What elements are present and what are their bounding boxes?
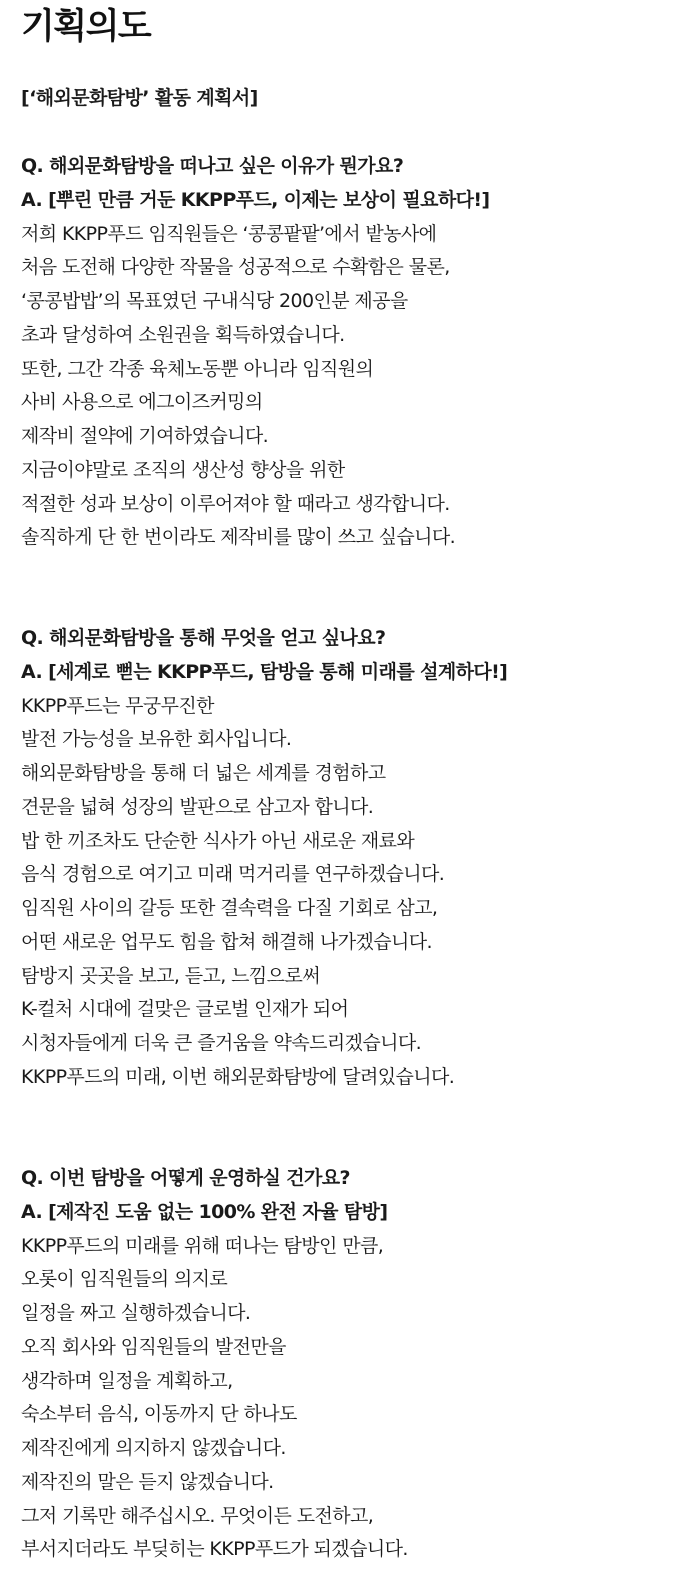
body-line: 어떤 새로운 업무도 힘을 합쳐 해결해 나가겠습니다. <box>21 930 432 953</box>
body-line: 견문을 넓혀 성장의 발판으로 삼고자 합니다. <box>21 795 374 818</box>
document-title: 기획의도 <box>21 7 151 47</box>
answer-heading: A. [뿌린 만큼 거둔 KKPP푸드, 이제는 보상이 필요하다!] <box>21 188 490 211</box>
body-line: 탐방지 곳곳을 보고, 듣고, 느낌으로써 <box>21 964 320 987</box>
body-line: 적절한 성과 보상이 이루어져야 할 때라고 생각합니다. <box>21 492 450 515</box>
body-line: 임직원 사이의 갈등 또한 결속력을 다질 기회로 삼고, <box>21 897 438 919</box>
qa-section-3 <box>21 1162 691 1567</box>
body-line: 오롯이 임직원들의 의지로 <box>21 1268 228 1291</box>
body-line: 처음 도전해 다양한 작물을 성공적으로 수확함은 물론, <box>21 256 450 279</box>
qa-section-2 <box>21 622 691 1095</box>
body-line: 오직 회사와 임직원들의 발전만을 <box>21 1335 286 1358</box>
answer-heading: A. [제작진 도움 없는 100% 완전 자율 탐방] <box>21 1200 388 1223</box>
answer-heading: A. [세계로 뻗는 KKPP푸드, 탐방을 통해 미래를 설계하다!] <box>21 660 508 683</box>
body-line: 생각하며 일정을 계획하고, <box>21 1369 233 1392</box>
body-line: 그저 기록만 해주십시오. 무엇이든 도전하고, <box>21 1504 374 1527</box>
question: Q. 이번 탐방을 어떻게 운영하실 건가요? <box>21 1167 350 1189</box>
body-line: 부서지더라도 부딪히는 KKPP푸드가 되겠습니다. <box>21 1538 408 1561</box>
body-line: 밥 한 끼조차도 단순한 식사가 아닌 새로운 재료와 <box>21 829 415 852</box>
body-line: 제작진에게 의지하지 않겠습니다. <box>21 1437 286 1459</box>
body-line: K-컬처 시대에 걸맞은 글로벌 인재가 되어 <box>21 998 349 1021</box>
body-line: 또한, 그간 각종 육체노동뿐 아니라 임직원의 <box>21 357 374 380</box>
body-line: ‘콩콩밥밥’의 목표였던 구내식당 200인분 제공을 <box>21 290 408 312</box>
body-line: 지금이야말로 조직의 생산성 향상을 위한 <box>21 458 345 481</box>
body-line: 저희 KKPP푸드 임직원들은 ‘콩콩팥팥’에서 밭농사에 <box>21 222 437 245</box>
body-line: KKPP푸드의 미래를 위해 떠나는 탐방인 만큼, <box>21 1234 384 1257</box>
body-line: 제작진의 말은 듣지 않겠습니다. <box>21 1470 274 1493</box>
body-line: 초과 달성하여 소원권을 획득하였습니다. <box>21 323 345 346</box>
body-line: 솔직하게 단 한 번이라도 제작비를 많이 쓰고 싶습니다. <box>21 526 456 549</box>
body-line: 숙소부터 음식, 이동까지 단 하나도 <box>21 1403 297 1426</box>
body-line: 음식 경험으로 여기고 미래 먹거리를 연구하겠습니다. <box>21 863 445 886</box>
body-line: 해외문화탐방을 통해 더 넓은 세계를 경험하고 <box>21 762 386 784</box>
body-line: 사비 사용으로 에그이즈커밍의 <box>21 391 263 414</box>
body-line: 발전 가능성을 보유한 회사입니다. <box>21 728 292 751</box>
body-line: KKPP푸드의 미래, 이번 해외문화탐방에 달려있습니다. <box>21 1065 455 1088</box>
body-line: 제작비 절약에 기여하였습니다. <box>21 425 269 447</box>
body-line: 시청자들에게 더욱 큰 즐거움을 약속드리겠습니다. <box>21 1032 422 1054</box>
body-line: 일정을 짜고 실행하겠습니다. <box>21 1302 251 1324</box>
document-subtitle: [‘해외문화탐방’ 활동 계획서] <box>21 87 258 109</box>
question: Q. 해외문화탐방을 떠나고 싶은 이유가 뭔가요? <box>21 155 404 177</box>
qa-section-1 <box>21 150 691 555</box>
question: Q. 해외문화탐방을 통해 무엇을 얻고 싶나요? <box>21 627 386 649</box>
body-line: KKPP푸드는 무궁무진한 <box>21 694 214 717</box>
